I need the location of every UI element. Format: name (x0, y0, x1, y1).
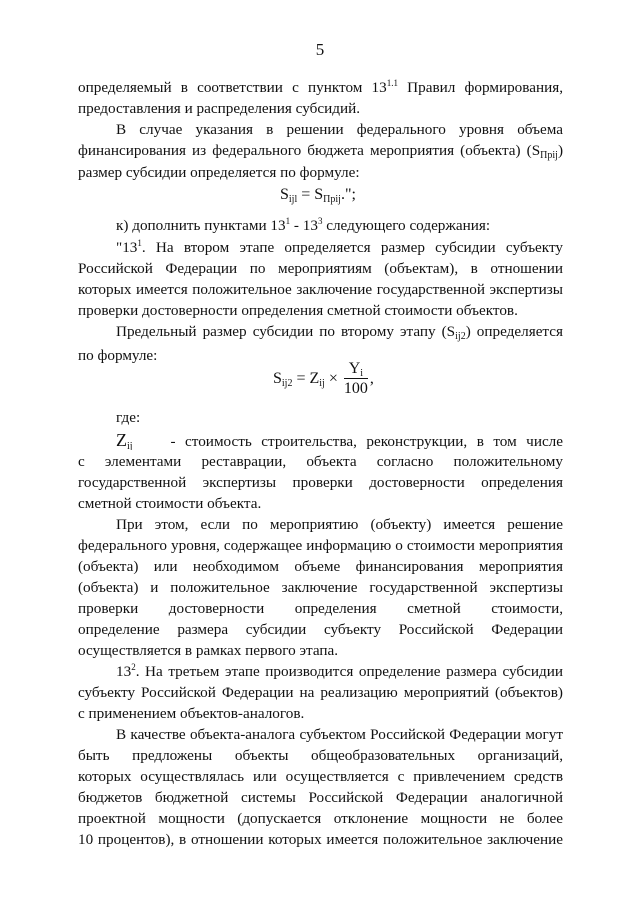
text-line: При этом, если по мероприятию (объекту) имеется решение (116, 516, 563, 533)
text-line: быть предложены объекты общеобразовательных организаций, (78, 747, 563, 764)
page-number: 5 (315, 40, 325, 59)
text-line: (объекта) или необходимом объеме финансирования мероприятия (78, 558, 563, 575)
text-line: которых имеется положительное заключение государственной экспертизы (78, 281, 563, 298)
text-line: проверки достоверности определения сметной стоимости объектов. (78, 302, 518, 319)
text-line: (объекта) и положительное заключение государственной экспертизы (78, 579, 563, 596)
formula-subsidy-federal: $S_{ijl} = S_{Пpij}$."; (280, 186, 356, 205)
text-line: размер субсидии определяется по формуле: (78, 164, 360, 181)
text-line: проверки достоверности определения сметной стоимости, (78, 600, 563, 617)
text-line: В случае указания в решении федерального уровня объема (116, 121, 563, 138)
text-line: $13^2$. На третьем этапе производится определение размера субсидии (116, 662, 563, 680)
text-line: к) дополнить пунктами $13^1 - 13^3$ следующего содержания: (116, 216, 491, 234)
text-line: Российской Федерации по мероприятиям (объектам), в отношении (78, 260, 563, 277)
formula-subsidy-stage2: $S_{ij2} = Z_{ij}$ × $\frac{Y_i}{100}$ , (273, 360, 374, 397)
text-line: государственной экспертизы проверки достоверности определения (78, 474, 563, 491)
text-line: субъекту Российской Федерации на реализацию мероприятий (объектов) (78, 684, 563, 701)
text-line: финансирования из федерального бюджета мероприятия (объекта) $(S_{Пpij})$ (78, 142, 563, 161)
text-line: определение размера субсидии субъекту Российской Федерации (78, 621, 563, 638)
text-line: В качестве объекта-аналога субъектом Российской Федерации могут (116, 726, 563, 743)
text-line: с применением объектов-аналогов. (78, 705, 305, 722)
text-line: сметной стоимости объекта. (78, 495, 262, 512)
text-line: по формуле: (78, 347, 158, 364)
text-line: федерального уровня, содержащее информацию о стоимости мероприятия (78, 537, 563, 554)
text-line: с элементами реставрации, объекта согласно положительному (78, 453, 563, 470)
text-line: $Z_{ij}$ - стоимость строительства, реконструкции, в том числе (116, 430, 563, 450)
text-line: которых осуществлялась или осуществляется с привлечением средств (78, 768, 563, 785)
text-line: "$13^1$. На втором этапе определяется размер субсидии субъекту (116, 238, 563, 256)
text-line: бюджетов бюджетной системы Российской Федерации аналогичной (78, 789, 563, 806)
text-line: 10 процентов), в отношении которых имеется положительное заключение (78, 831, 563, 848)
fraction: $\frac{Y_i}{100}$ (343, 360, 368, 397)
text-line: осуществляется в рамках первого этапа. (78, 642, 339, 659)
text-line: предоставления и распределения субсидий. (78, 100, 360, 117)
text-line: Предельный размер субсидии по второму этапу $(S_{ij2})$ определяется (116, 323, 563, 342)
text-line: где: (116, 409, 141, 426)
text-line: определяемый в соответствии с пунктом $13^{1.1}$ Правил формирования, (78, 78, 563, 96)
text-line: проектной мощности (допускается отклонение мощности не более (78, 810, 563, 827)
